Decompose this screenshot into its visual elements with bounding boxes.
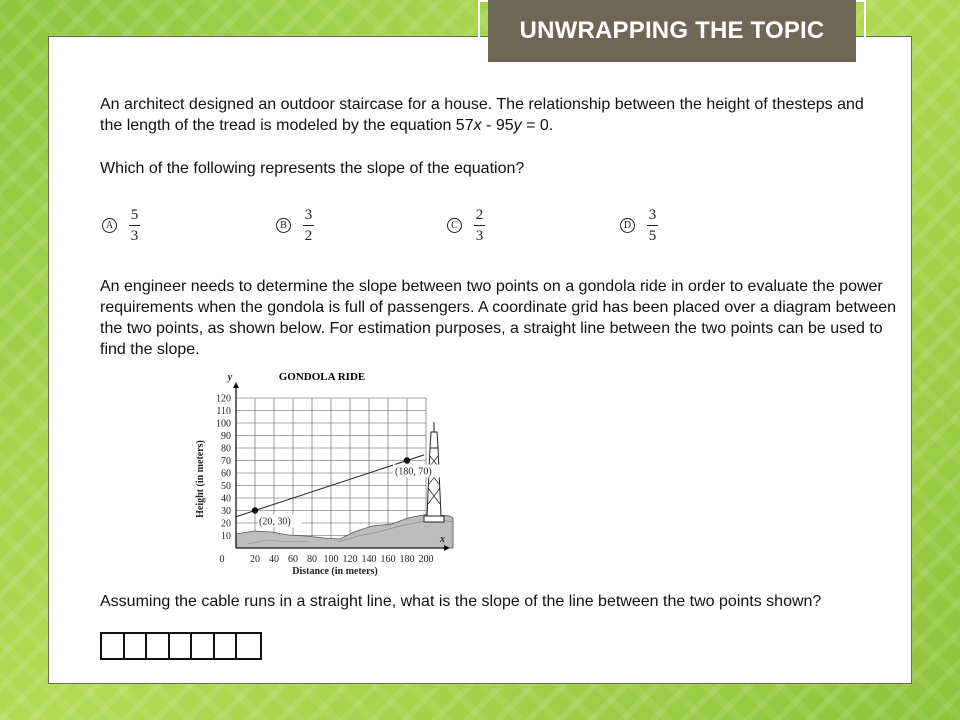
- choice-a-fraction: [129, 207, 140, 244]
- choice-c-letter: C: [447, 218, 462, 233]
- choice-b[interactable]: [276, 204, 314, 246]
- answer-cell[interactable]: [215, 634, 238, 658]
- q1-text-part: An architect designed an outdoor staircase for a house. The relationship between the height of thesteps and the length of the tread is modeled by the equation 57: [100, 96, 864, 134]
- answer-cell[interactable]: [125, 634, 148, 658]
- x-tick-label: 40: [269, 554, 279, 565]
- x-tick-label: 200: [418, 554, 434, 565]
- y-tick-label: 90: [221, 431, 231, 442]
- q1-text-part: = 0.: [521, 117, 554, 134]
- q1-var-y: y: [513, 117, 522, 134]
- y-tick-label: 30: [221, 506, 231, 517]
- x-tick-label: 120: [342, 554, 358, 565]
- y-axis-title: Height (in meters): [195, 440, 206, 518]
- choice-d-numerator: 3: [648, 206, 657, 223]
- x-axis-letter: x: [440, 534, 445, 545]
- y-tick-label: 50: [221, 481, 231, 492]
- y-tick-label: 60: [221, 468, 231, 480]
- answer-cell[interactable]: [192, 634, 215, 658]
- data-label: (180, 70): [395, 466, 432, 478]
- choice-d[interactable]: [620, 204, 658, 246]
- answer-cell[interactable]: [170, 634, 193, 658]
- x-tick-label: 180: [399, 554, 415, 565]
- data-label: (20, 30): [259, 516, 291, 528]
- answer-cell[interactable]: [147, 634, 170, 658]
- answer-grid[interactable]: [100, 632, 262, 660]
- choice-c[interactable]: [447, 204, 485, 246]
- choice-c-numerator: 2: [475, 206, 484, 223]
- choice-b-numerator: 3: [304, 206, 313, 223]
- choice-a-denominator: 3: [130, 227, 139, 244]
- choice-c-fraction: [474, 207, 485, 244]
- x-tick-label: 140: [361, 554, 377, 565]
- choice-a-letter: A: [102, 218, 117, 233]
- choice-d-fraction: [647, 207, 658, 244]
- answer-cell[interactable]: [237, 634, 260, 658]
- choice-b-letter: B: [276, 218, 291, 233]
- y-tick-label: 20: [221, 518, 231, 530]
- y-axis-arrow: [233, 382, 239, 388]
- y-tick-label: 40: [221, 493, 231, 505]
- y-axis-letter: y: [227, 372, 233, 383]
- choice-a-numerator: 5: [130, 206, 139, 223]
- q1-text-part: - 95: [481, 117, 514, 134]
- question1-text: [100, 94, 890, 136]
- choice-c-denominator: 3: [475, 227, 484, 244]
- x-tick-label: 60: [288, 554, 298, 565]
- y-tick-label: 80: [221, 443, 231, 455]
- y-tick-label: 120: [216, 393, 231, 405]
- x-tick-label: 100: [323, 554, 339, 565]
- data-point: [404, 457, 410, 463]
- question1-prompt: Which of the following represents the slope of the equation?: [100, 160, 525, 177]
- choice-a[interactable]: [102, 204, 140, 246]
- x-tick-label: 160: [380, 554, 396, 565]
- data-point: [252, 507, 258, 513]
- slide-title: UNWRAPPING THE TOPIC: [488, 0, 856, 62]
- cable-line: [236, 455, 424, 517]
- answer-cell[interactable]: [102, 634, 125, 658]
- question3-text: Assuming the cable runs in a straight line, what is the slope of the line between the two points shown?: [100, 593, 822, 610]
- y-tick-label: 100: [216, 418, 231, 430]
- q1-var-x: x: [473, 117, 482, 134]
- y-tick-label: 110: [216, 406, 231, 417]
- x-tick-label: 20: [250, 554, 260, 565]
- choice-b-denominator: 2: [304, 227, 313, 244]
- choice-b-fraction: [303, 207, 314, 244]
- x-tick-label: 80: [307, 554, 317, 565]
- y-tick-label: 10: [221, 531, 231, 542]
- x-axis-title: Distance (in meters): [292, 566, 378, 577]
- y-tick-label: 70: [221, 456, 231, 467]
- question2-text: An engineer needs to determine the slope between two points on a gondola ride in order to evaluate the power requirements when the gondola is full of passengers. A coordinate grid has been placed over a diagram between the two points, as shown below. For estimation purposes, a straight line between the two points can be used to find the slope.: [100, 278, 897, 358]
- chart-title: GONDOLA RIDE: [278, 371, 366, 383]
- choice-d-letter: D: [620, 218, 635, 233]
- gondola-chart: [188, 366, 468, 581]
- choice-d-denominator: 5: [648, 227, 657, 244]
- origin-label: 0: [219, 554, 225, 565]
